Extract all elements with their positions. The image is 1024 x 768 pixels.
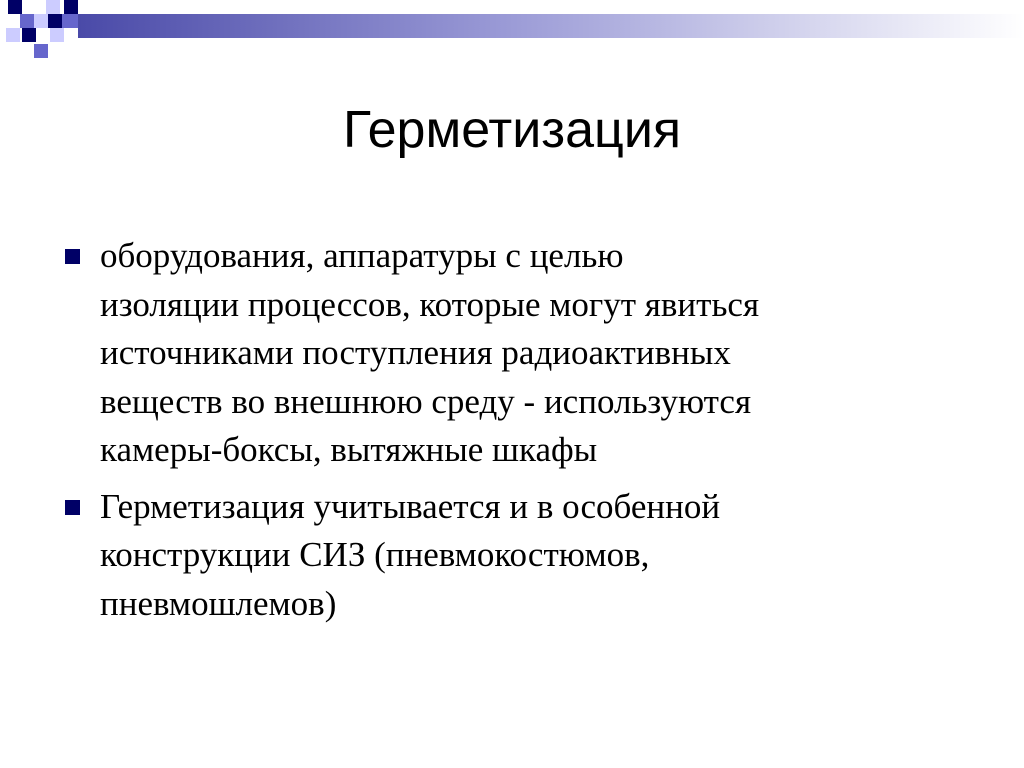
- decor-square: [8, 0, 22, 14]
- decor-square: [48, 14, 62, 28]
- bullet-item: [62, 232, 982, 475]
- bullet-text-line: изоляции процессов, которые могут явиться: [100, 284, 760, 324]
- decor-square: [22, 28, 36, 42]
- decor-square: [34, 14, 48, 28]
- bullet-text-line: Герметизация учитывается и в особенной: [100, 486, 721, 526]
- decorative-header-band: [0, 0, 1024, 64]
- decor-square: [46, 0, 60, 14]
- bullet-text-line: веществ во внешнюю среду - используются: [100, 381, 752, 421]
- decor-square: [34, 44, 48, 58]
- bullet-text-line: пневмошлемов): [100, 583, 337, 623]
- decor-square: [50, 28, 64, 42]
- bullet-text-line: оборудования, аппаратуры с целью: [100, 236, 624, 275]
- bullet-list: [62, 232, 982, 636]
- decor-square: [62, 14, 78, 28]
- slide-title: Герметизация: [342, 101, 682, 159]
- bullet-text-line: камеры-боксы, вытяжные шкафы: [100, 430, 598, 469]
- bullet-text-line: источниками поступления радиоактивных: [100, 333, 731, 372]
- header-gradient-bar: [78, 14, 1024, 38]
- bullet-item: [62, 483, 982, 629]
- decor-square: [64, 0, 78, 14]
- square-bullet-icon: [65, 500, 80, 515]
- bullet-text-line: конструкции СИЗ (пневмокостюмов,: [100, 535, 650, 574]
- decor-square: [20, 14, 34, 28]
- square-bullet-icon: [65, 249, 80, 264]
- decor-square: [6, 28, 20, 42]
